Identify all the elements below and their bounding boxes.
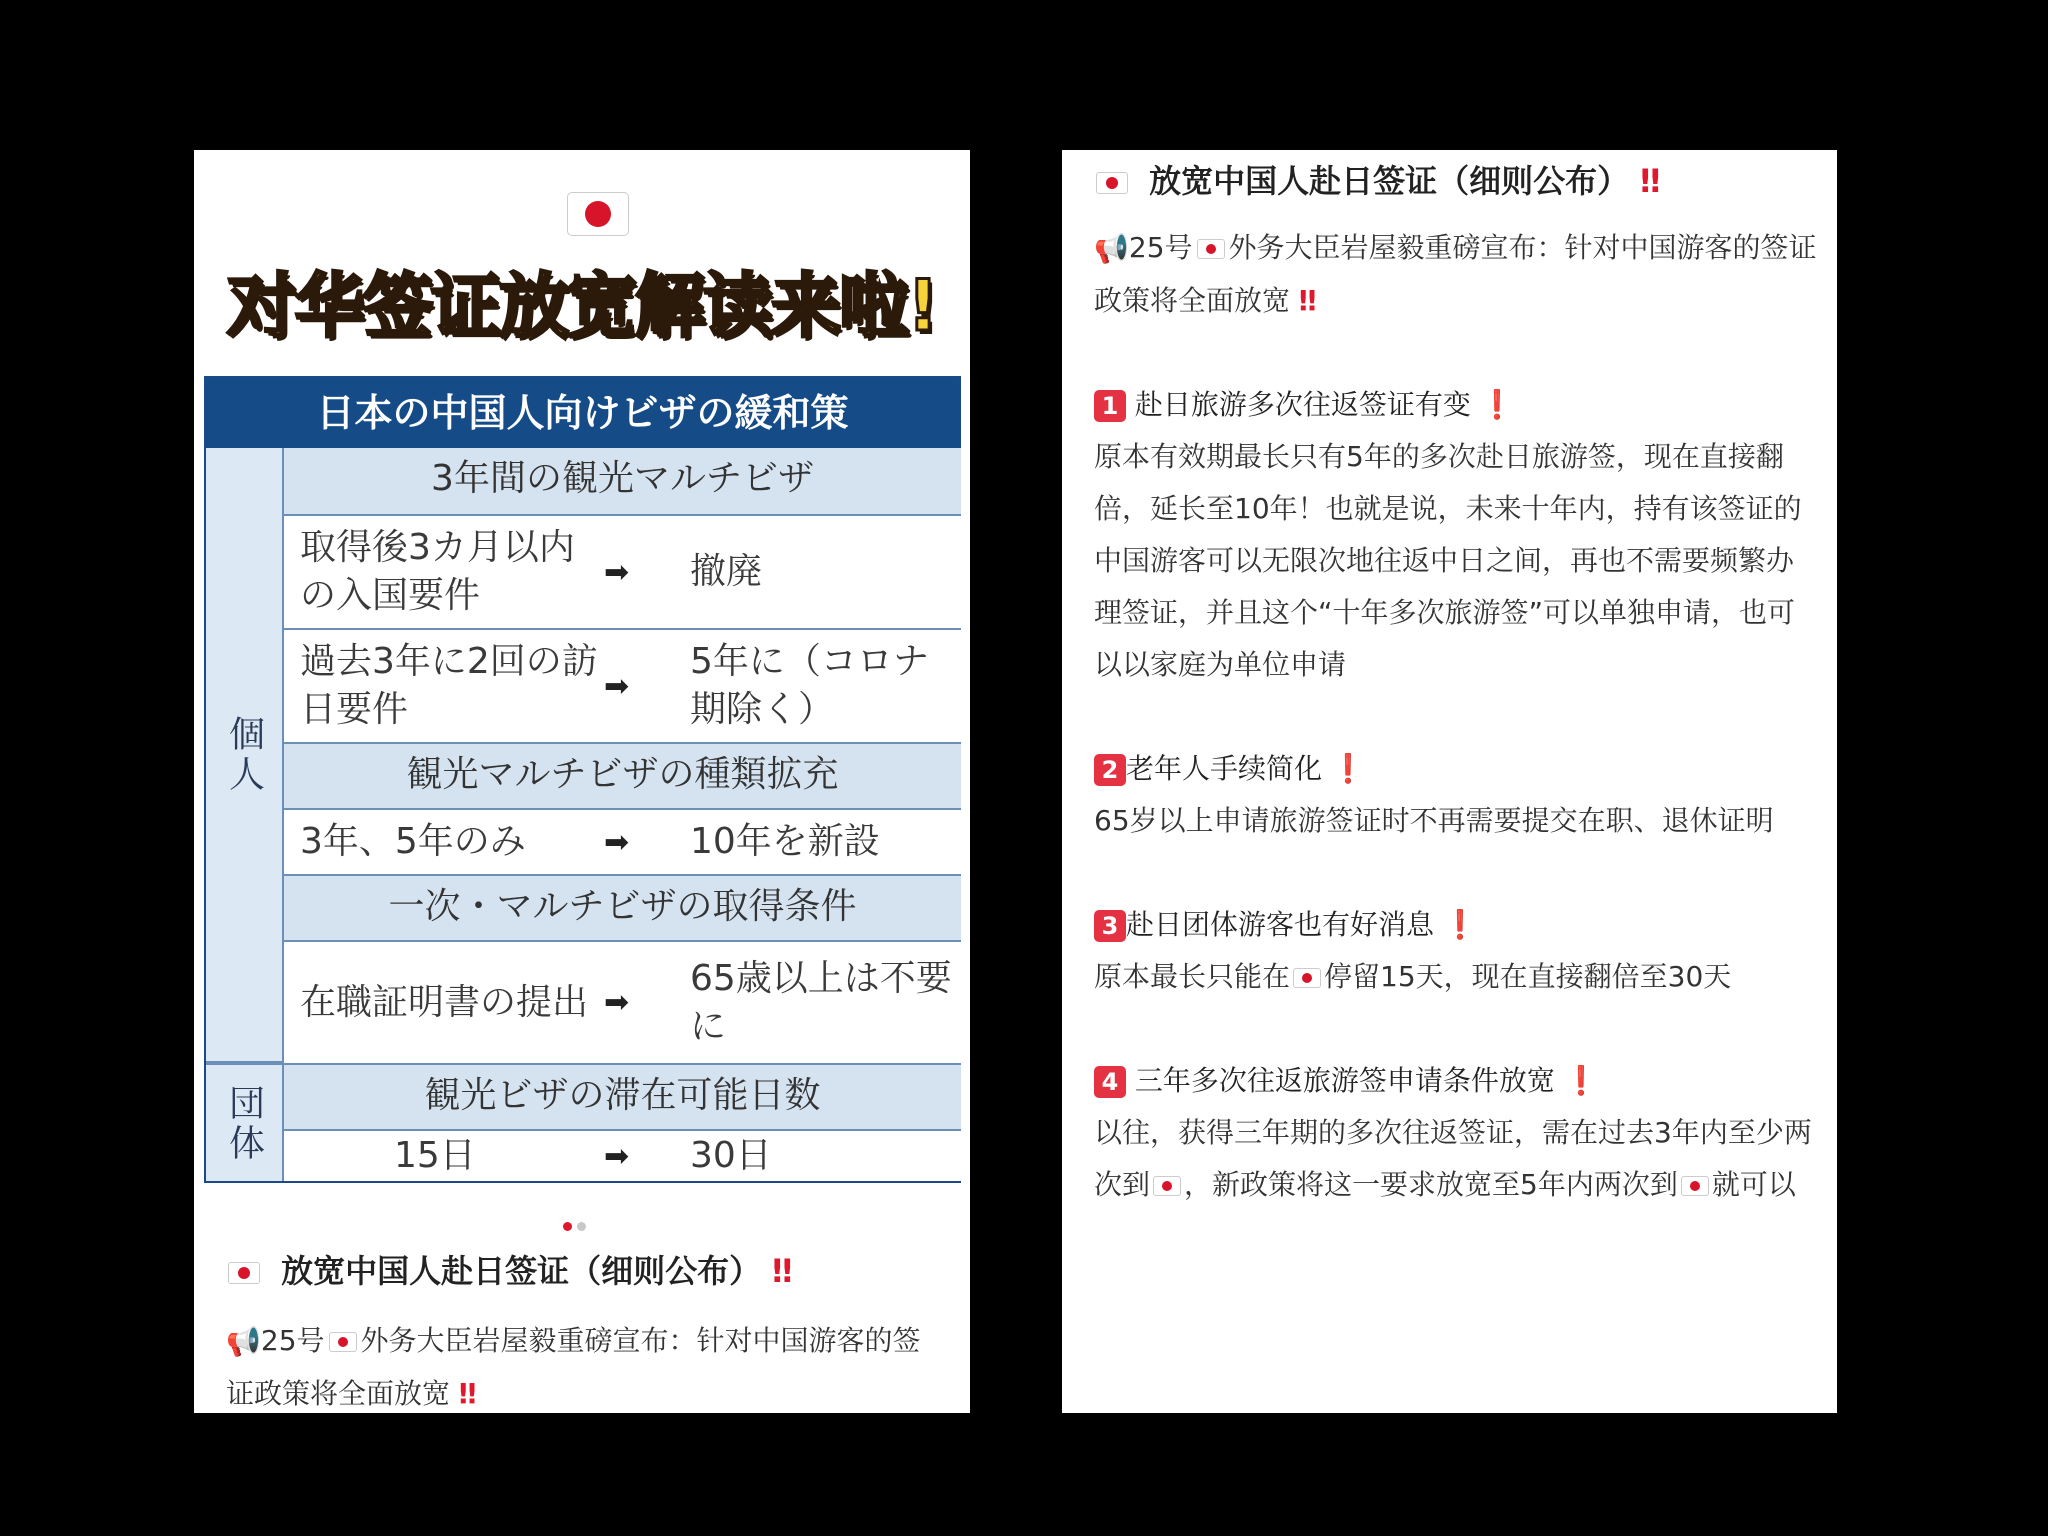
section-3-text-a: 原本最长只能在 bbox=[1094, 960, 1291, 993]
section-1-heading bbox=[1094, 379, 1819, 431]
row-after: 5年に（コロナ期除く） bbox=[690, 641, 929, 730]
table-row bbox=[282, 628, 961, 742]
post-body bbox=[1094, 222, 1819, 1211]
section-3-heading bbox=[1094, 899, 1819, 951]
number-4-icon: 4 bbox=[1094, 1066, 1126, 1098]
section-3-text-b: 停留15天，现在直接翻倍至30天 bbox=[1324, 960, 1732, 993]
section-4-text-b: ，新政策将这一要求放宽至5年内两次到 bbox=[1184, 1168, 1678, 1201]
exclamation-icon: ❗ bbox=[1479, 388, 1515, 421]
arrow-right-icon: ➡ bbox=[604, 824, 630, 860]
carousel-dot-active[interactable] bbox=[563, 1222, 572, 1231]
number-2-icon: 2 bbox=[1094, 754, 1126, 786]
table-row bbox=[282, 940, 961, 1063]
section-3-text bbox=[1094, 951, 1819, 1003]
row-before: 15日 bbox=[394, 1135, 476, 1176]
section-1-text: 原本有效期最长只有5年的多次赴日旅游签，现在直接翻倍，延长至10年！也就是说，未来十年内，持有该签证的中国游客可以无限次地往返中日之间，再也不需要频繁办理签证，并且这个“十年多次旅游签”可以单独申请，也可以以家庭为单位申请 bbox=[1094, 440, 1802, 681]
japan-flag-icon bbox=[1293, 968, 1321, 988]
side-label-individual-text: 個人 bbox=[223, 714, 265, 795]
japan-flag-icon bbox=[228, 1262, 260, 1284]
exclamation-icon: ❗ bbox=[1330, 752, 1366, 785]
japan-flag-icon bbox=[1153, 1176, 1181, 1196]
section-4-text-a: 以往，获得三年期的多次往返签证，需在过去3年内至少两次到 bbox=[1094, 1116, 1812, 1201]
section-3-title: 赴日团体游客也有好消息 bbox=[1126, 908, 1435, 941]
row-after: 65歳以上は不要に bbox=[690, 957, 952, 1047]
row-before: 過去3年に2回の訪日要件 bbox=[300, 641, 598, 730]
double-exclamation-icon: ‼ bbox=[458, 1377, 477, 1410]
table-section-3yr-multi: 3年間の観光マルチビザ bbox=[282, 448, 961, 514]
double-exclamation-icon: ‼ bbox=[1640, 162, 1661, 200]
row-before: 取得後3カ月以内の入国要件 bbox=[300, 527, 575, 616]
megaphone-icon: 📢 bbox=[226, 1325, 261, 1358]
intro-text: 外务大臣岩屋毅重磅宣布：针对中国游客的签证政策将全面放宽 bbox=[226, 1324, 921, 1410]
japan-flag-icon bbox=[329, 1332, 357, 1352]
megaphone-icon: 📢 bbox=[1094, 232, 1129, 265]
section-4-text bbox=[1094, 1107, 1819, 1211]
left-post-panel bbox=[194, 150, 970, 1413]
number-3-icon: 3 bbox=[1094, 910, 1126, 942]
exclamation-icon: ❗ bbox=[1563, 1064, 1599, 1097]
double-exclamation-icon: ‼ bbox=[1298, 284, 1317, 317]
side-label-group bbox=[206, 1063, 282, 1183]
japan-flag-icon bbox=[1096, 172, 1128, 194]
section-1-title: 赴日旅游多次往返签证有变 bbox=[1134, 388, 1471, 421]
carousel-dots[interactable] bbox=[563, 1216, 591, 1235]
table-row bbox=[282, 1129, 961, 1181]
table-header: 日本の中国人向けビザの緩和策 bbox=[206, 378, 959, 448]
row-after: 10年を新設 bbox=[690, 821, 880, 862]
section-4-heading bbox=[1094, 1055, 1819, 1107]
intro-text: 外务大臣岩屋毅重磅宣布：针对中国游客的签证政策将全面放宽 bbox=[1094, 231, 1817, 317]
post-title bbox=[1096, 156, 1660, 202]
arrow-right-icon: ➡ bbox=[604, 668, 630, 704]
arrow-right-icon: ➡ bbox=[604, 554, 630, 590]
section-4-text-c: 就可以 bbox=[1711, 1168, 1796, 1201]
section-2-heading bbox=[1094, 743, 1819, 795]
table-section-stay-days: 観光ビザの滞在可能日数 bbox=[282, 1063, 961, 1129]
post-title bbox=[228, 1246, 792, 1292]
banner-title: 对华签证放宽解读来啦! bbox=[227, 265, 937, 347]
exclamation-icon: ❗ bbox=[1442, 908, 1478, 941]
section-2-title: 老年人手续简化 bbox=[1126, 752, 1323, 785]
visa-policy-table bbox=[204, 376, 961, 1183]
japan-flag-icon bbox=[1197, 239, 1225, 259]
table-section-types: 観光マルチビザの種類拡充 bbox=[282, 742, 961, 808]
double-exclamation-icon: ‼ bbox=[772, 1252, 793, 1290]
post-intro bbox=[1094, 222, 1819, 327]
row-after: 撤廃 bbox=[690, 551, 763, 592]
row-after: 30日 bbox=[690, 1135, 772, 1176]
post-title-text: 放宽中国人赴日签证（细则公布） bbox=[1149, 162, 1630, 200]
table-row bbox=[282, 808, 961, 874]
post-title-text: 放宽中国人赴日签证（细则公布） bbox=[281, 1252, 762, 1290]
table-section-conditions: 一次・マルチビザの取得条件 bbox=[282, 874, 961, 940]
side-label-individual bbox=[206, 448, 282, 1063]
intro-date: 25号 bbox=[1128, 231, 1193, 264]
post-intro bbox=[226, 1315, 946, 1413]
number-1-icon: 1 bbox=[1094, 390, 1126, 422]
row-before: 3年、5年のみ bbox=[300, 821, 526, 862]
side-label-group-text: 団体 bbox=[223, 1084, 265, 1164]
right-post-panel bbox=[1062, 150, 1837, 1413]
carousel-dot[interactable] bbox=[577, 1222, 586, 1231]
section-4-title: 三年多次往返旅游签申请条件放宽 bbox=[1134, 1064, 1555, 1097]
intro-date: 25号 bbox=[260, 1324, 325, 1357]
arrow-right-icon: ➡ bbox=[604, 1138, 630, 1174]
japan-flag-icon bbox=[1681, 1176, 1709, 1196]
table-row bbox=[282, 514, 961, 628]
section-2-text: 65岁以上申请旅游签证时不再需要提交在职、退休证明 bbox=[1094, 804, 1774, 837]
japan-flag-icon bbox=[567, 192, 629, 236]
row-before: 在職証明書の提出 bbox=[300, 981, 589, 1023]
arrow-right-icon: ➡ bbox=[604, 985, 630, 1020]
